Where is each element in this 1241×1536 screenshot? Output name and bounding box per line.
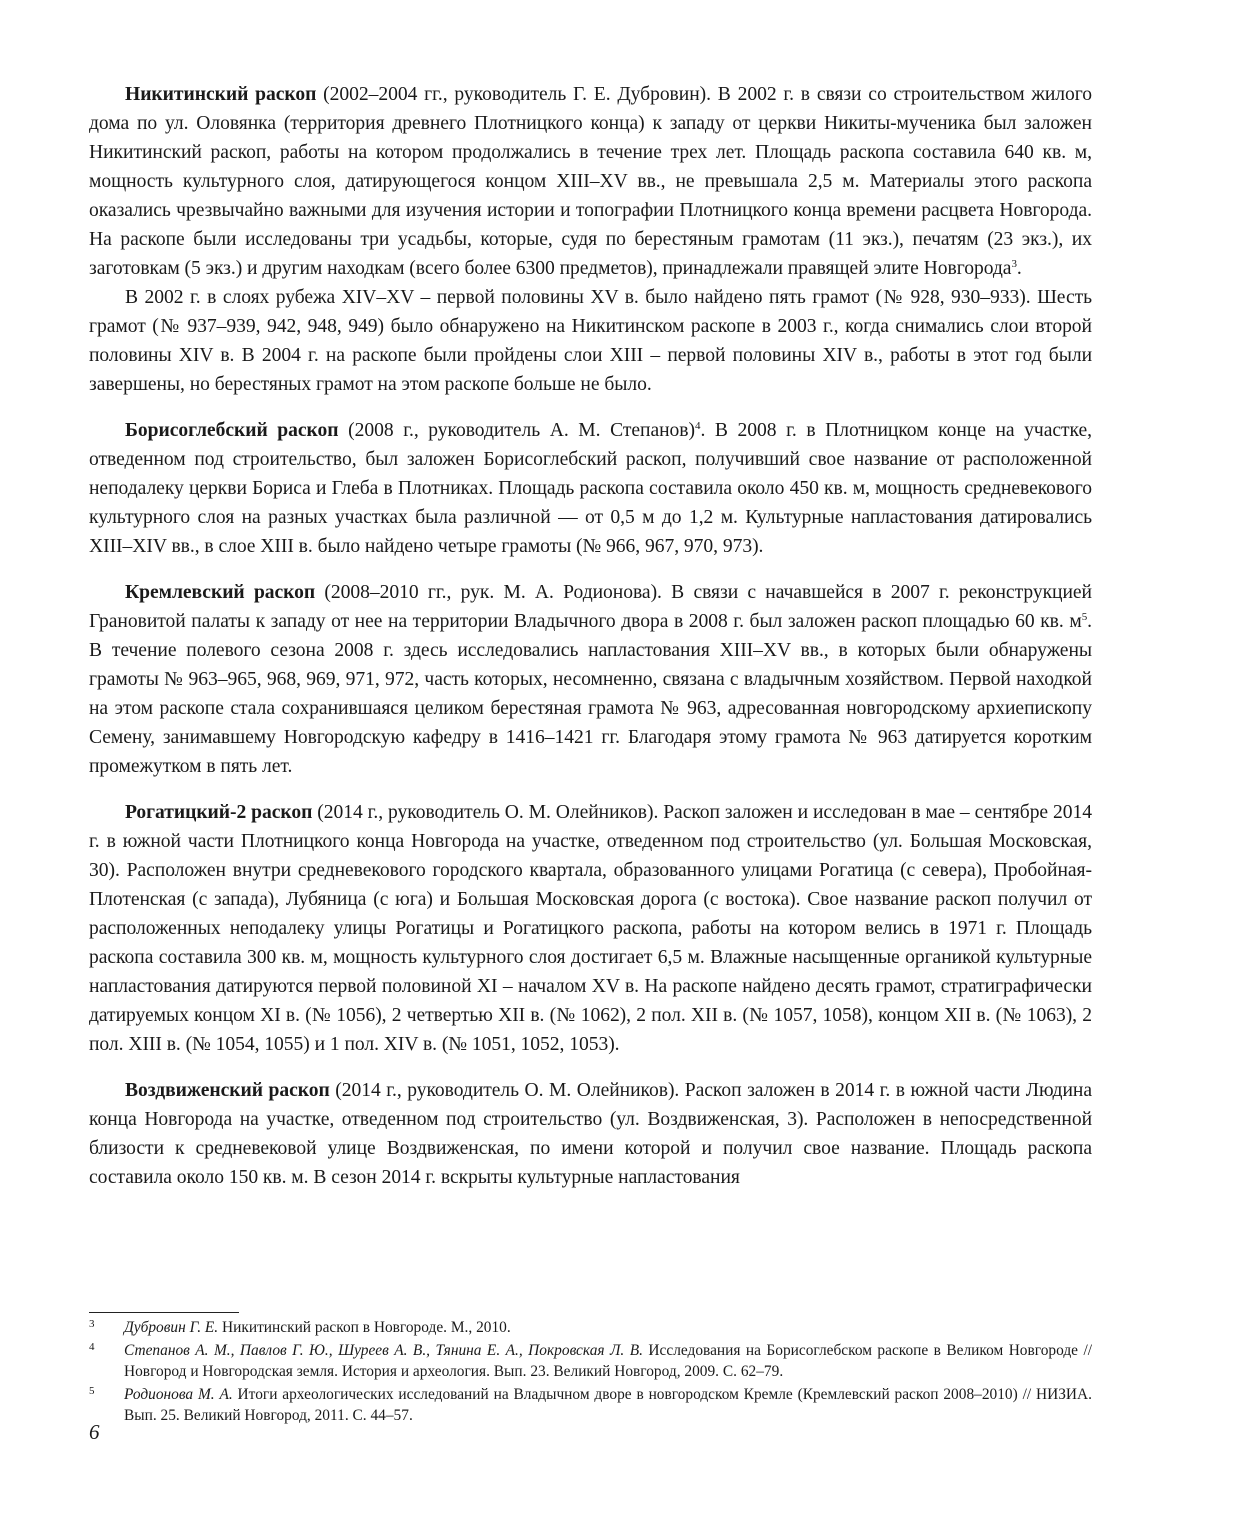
paragraph-borisoglebsky: [89, 416, 1092, 561]
paragraph-text: (2014 г., руководитель О. М. Олейников). Раскоп заложен в 2014 г. в южной части Людина конца Новгорода на участке, отведенном под строительство (ул. Воздвиженская, 3). Расположен в непосредственной близости к средневековой улице Воздвиженская, по имени которой и получил свое название. Площадь раскопа составила около 150 кв. м. В сезон 2014 г. вскрыты культурные напластования: [89, 1080, 1092, 1188]
footnote-3: [89, 1317, 1092, 1338]
footnote-ref[interactable]: 3: [1011, 258, 1017, 270]
footnote-authors: Степанов А. М., Павлов Г. Ю., Шуреев А. В., Тянина Е. А., Покровская Л. В.: [124, 1342, 643, 1359]
paragraph-text-tail: . В 2008 г. в Плотницком конце на участке, отведенном под строительство, был заложен Борисоглебский раскоп, получивший свое название от расположенной неподалеку церкви Бориса и Глеба в Плотниках. Площадь раскопа составила около 450 кв. м, мощность средневекового культурного слоя на разных участках была различной — от 0,5 м до 1,2 м. Культурные напластования датировались XIII–XIV вв., в слое XIII в. было найдено четыре грамоты (№ 966, 967, 970, 973).: [89, 420, 1092, 557]
footnotes: [89, 1312, 1092, 1428]
excavation-title: Воздвиженский раскоп: [125, 1080, 330, 1101]
paragraph-kremlevsky: [89, 578, 1092, 781]
footnote-ref[interactable]: 4: [694, 420, 701, 432]
excavation-title: Борисоглебский раскоп: [125, 420, 339, 441]
paragraph-text: (2008–2010 гг., рук. М. А. Родионова). В связи с начавшейся в 2007 г. реконструкцией Грановитой палаты к западу от нее на территории Владычного двора в 2008 г. был заложен раскоп площадью 60 кв. м: [89, 582, 1092, 632]
excavation-title: Кремлевский раскоп: [125, 582, 316, 603]
paragraph-rogatitsky-2: [89, 798, 1092, 1059]
footnote-authors: Родионова М. А.: [124, 1386, 233, 1403]
main-text: [89, 80, 1092, 1192]
footnote-text: Итоги археологических исследований на Владычном дворе в новгородском Кремле (Кремлевский раскоп 2008–2010) // НИЗИА. Вып. 25. Великий Новгород, 2011. С. 44–57.: [124, 1386, 1092, 1424]
footnote-number: 5: [89, 1385, 95, 1397]
footnote-5: [89, 1384, 1092, 1426]
excavation-title: Никитинский раскоп: [125, 84, 317, 105]
paragraph-text: (2002–2004 гг., руководитель Г. Е. Дубровин). В 2002 г. в связи со строительством жилого дома по ул. Оловянка (территория древнего Плотницкого конца) к западу от церкви Никиты-мученика был заложен Никитинский раскоп, работы на котором продолжались в течение трех лет. Площадь раскопа составила 640 кв. м, мощность культурного слоя, датирующегося концом XIII–XV вв., не превышала 2,5 м. Материалы этого раскопа оказались чрезвычайно важными для изучения истории и топографии Плотницкого конца времени расцвета Новгорода. На раскопе были исследованы три усадьбы, которые, судя по берестяным грамотам (11 экз.), печатям (23 экз.), их заготовкам (5 экз.) и другим находкам (всего более 6300 предметов), принадлежали правящей элите Новгорода: [89, 84, 1092, 279]
footnote-separator: [89, 1312, 239, 1313]
paragraph-nikitinsky-finds: [89, 283, 1092, 399]
footnote-number: 3: [89, 1318, 95, 1330]
paragraph-text-tail: . В течение полевого сезона 2008 г. здесь исследовались напластования XIII–XV вв., в которых были обнаружены грамоты № 963–965, 968, 969, 971, 972, часть которых, несомненно, связана с владычным хозяйством. Первой находкой на этом раскопе стала сохранившаяся целиком берестяная грамота № 963, адресованная новгородскому архиепископу Семену, занимавшему Новгородскую кафедру в 1416–1421 гг. Благодаря этому грамота № 963 датируется коротким промежутком в пять лет.: [89, 611, 1092, 777]
footnote-number: 4: [89, 1341, 95, 1353]
paragraph-text: В 2002 г. в слоях рубежа XIV–XV – первой половины XV в. было найдено пять грамот (№ 928, 930–933). Шесть грамот (№ 937–939, 942, 948, 949) было обнаружено на Никитинском раскопе в 2003 г., когда снимались слои второй половины XIV в. В 2004 г. на раскопе были пройдены слои XIII – первой половины XIV в., работы в этот год были завершены, но берестяных грамот на этом раскопе больше не было.: [89, 287, 1092, 395]
paragraph-text: (2008 г., руководитель А. М. Степанов): [338, 420, 695, 441]
footnote-text: Никитинский раскоп в Новгороде. М., 2010.: [218, 1319, 511, 1336]
footnote-4: [89, 1340, 1092, 1382]
excavation-title: Рогатицкий-2 раскоп: [125, 802, 313, 823]
paragraph-nikitinsky: [89, 80, 1092, 283]
footnote-ref[interactable]: 5: [1081, 611, 1088, 623]
paragraph-text: (2014 г., руководитель О. М. Олейников). Раскоп заложен и исследован в мае – сентябре 2014 г. в южной части Плотницкого конца Новгорода на участке, отведенном под строительство (ул. Большая Московская, 30). Расположен внутри средневекового городского квартала, образованного улицами Рогатица (с севера), Пробойная-Плотенская (с запада), Лубяница (с юга) и Большая Московская дорога (с востока). Свое название раскоп получил от расположенных неподалеку улицы Рогатицы и Рогатицкого раскопа, работы на котором велись в 1971 г. Площадь раскопа составила 300 кв. м, мощность культурного слоя достигает 6,5 м. Влажные насыщенные органикой культурные напластования датируются первой половиной XI – началом XV в. На раскопе найдено десять грамот, стратиграфически датируемых концом XI в. (№ 1056), 2 четвертью XII в. (№ 1062), 2 пол. XII в. (№ 1057, 1058), концом XII в. (№ 1063), 2 пол. XIII в. (№ 1054, 1055) и 1 пол. XIV в. (№ 1051, 1052, 1053).: [89, 802, 1092, 1055]
footnote-authors: Дубровин Г. Е.: [124, 1319, 219, 1336]
paragraph-text-tail: .: [1016, 258, 1022, 279]
page-number: 6: [89, 1420, 100, 1444]
paragraph-vozdvizhensky: [89, 1076, 1092, 1192]
footnote-text: Исследования на Борисоглебском раскопе в Великом Новгороде // Новгород и Новгородская земля. История и археология. Вып. 23. Великий Новгород, 2009. С. 62–79.: [124, 1342, 1092, 1380]
